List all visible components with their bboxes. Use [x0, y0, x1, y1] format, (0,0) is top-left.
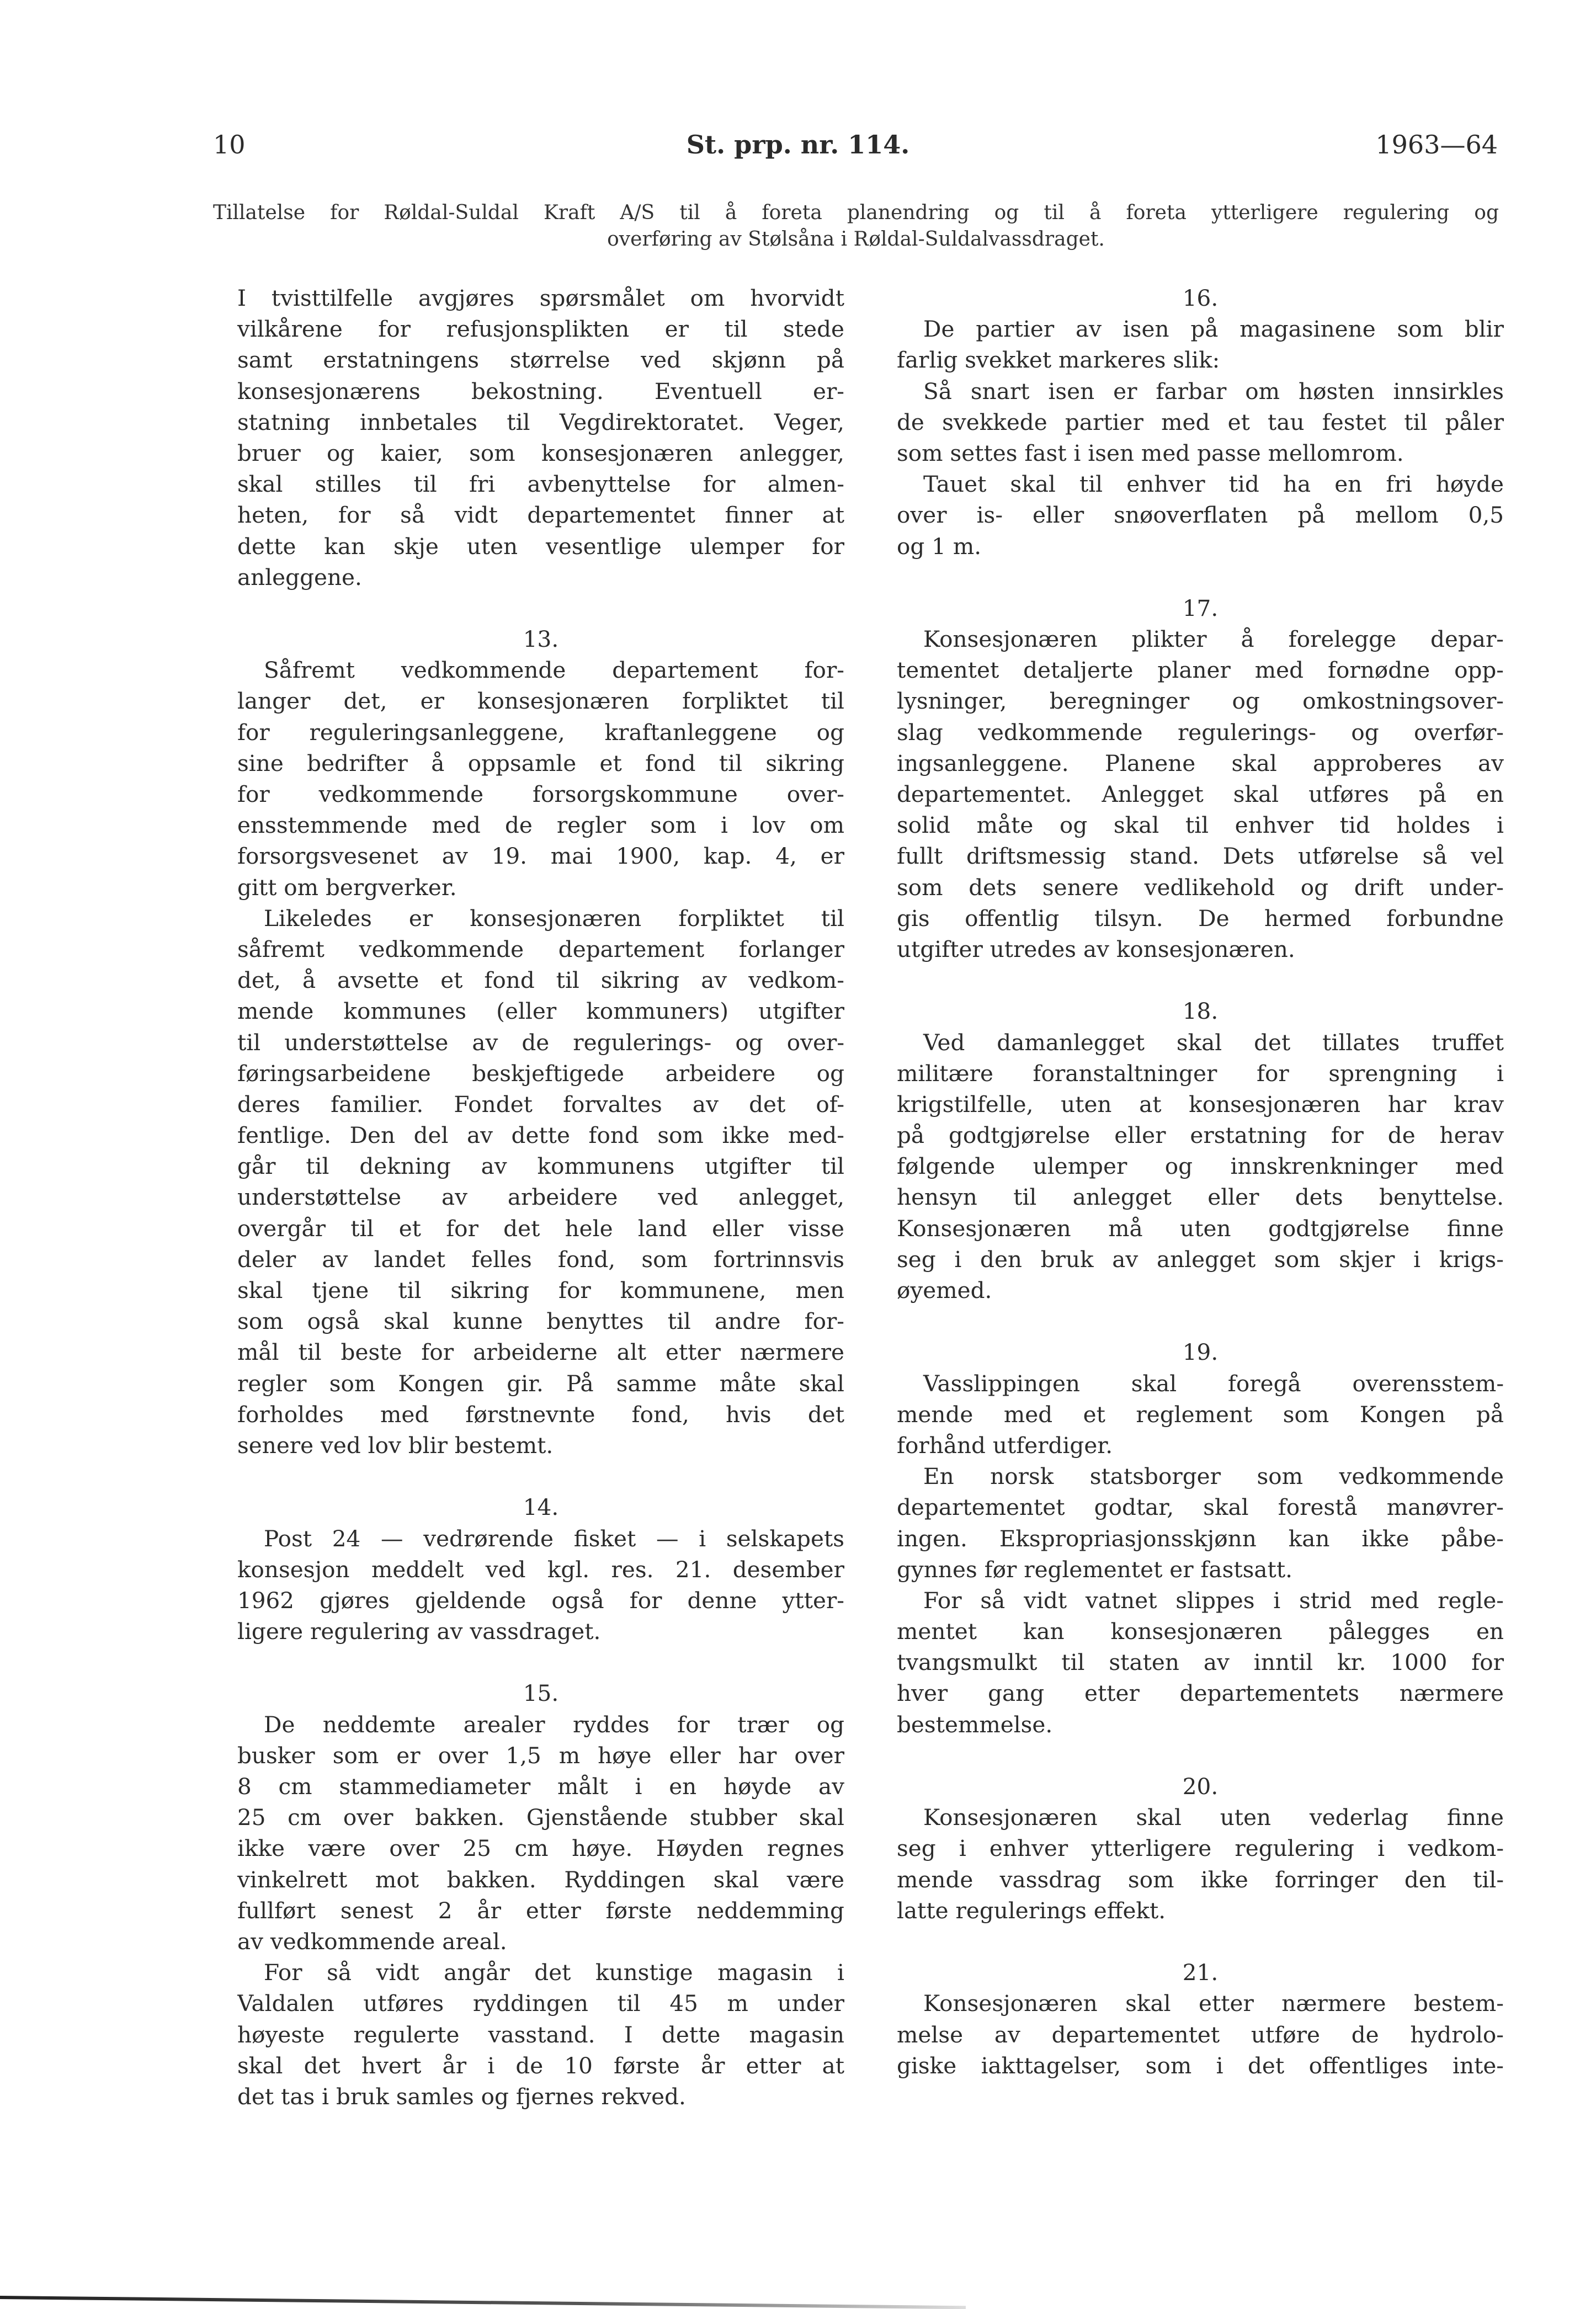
- text-line: og 1 m.: [897, 533, 982, 560]
- text-line: Vasslippingen skal foregå overensstem-: [923, 1370, 1504, 1397]
- text-line: på godtgjørelse eller erstatning for de herav: [897, 1122, 1504, 1149]
- text-line: vilkårene for refusjonsplikten er til stede: [237, 316, 844, 343]
- text-line: bruer og kaier, som konsesjonæren anlegger,: [237, 439, 844, 466]
- section-gap: [897, 965, 1504, 996]
- text-line: deler av landet felles fond, som fortrinnsvis: [237, 1246, 844, 1273]
- text-line: Konsesjonæren plikter å forelegge depar-: [923, 626, 1504, 653]
- text-line: For så vidt angår det kunstige magasin i: [264, 1959, 844, 1986]
- text-line: Ved damanlegget skal det tillates truffet: [923, 1029, 1504, 1056]
- session-years: 1963—64: [1375, 130, 1498, 159]
- text-line: ensstemmende med de regler som i lov om: [237, 812, 844, 839]
- text-line: de svekkede partier med et tau festet til påler: [897, 408, 1504, 435]
- text-line: understøttelse av arbeidere ved anlegget,: [237, 1184, 844, 1211]
- text-line: Likeledes er konsesjonæren forpliktet til: [264, 905, 844, 932]
- text-line: seg i den bruk av anlegget som skjer i krigs-: [897, 1246, 1504, 1273]
- section-number: 20.: [1182, 1773, 1219, 1800]
- text-line: konsesjon meddelt ved kgl. res. 21. desember: [237, 1556, 844, 1583]
- text-line: som også skal kunne benyttes til andre for-: [237, 1308, 844, 1335]
- section-gap: [897, 1306, 1504, 1337]
- section-number: 21.: [1182, 1959, 1219, 1986]
- text-line: For så vidt vatnet slippes i strid med regle-: [923, 1587, 1504, 1614]
- text-line: farlig svekket markeres slik:: [897, 347, 1220, 374]
- text-line: tvangsmulkt til staten av inntil kr. 1000 for: [897, 1649, 1504, 1676]
- section-number: 17.: [1182, 594, 1219, 621]
- text-line: ingsanleggene. Planene skal approberes av: [897, 749, 1504, 776]
- text-line: anleggene.: [237, 563, 362, 590]
- section-number: 16.: [1182, 285, 1219, 311]
- text-line: hensyn til anlegget eller dets benyttelse.: [897, 1184, 1504, 1211]
- text-line: slag vedkommende regulerings- og overfør-: [897, 719, 1504, 746]
- text-line: ikke være over 25 cm høye. Høyden regnes: [237, 1835, 844, 1862]
- text-line: 8 cm stammediameter målt i en høyde av: [237, 1773, 844, 1800]
- section-gap: [237, 1461, 844, 1492]
- text-line: Konsesjonæren skal uten vederlag finne: [923, 1804, 1504, 1831]
- text-line: giske iakttagelser, som i det offentliges inte-: [897, 2052, 1504, 2079]
- text-line: deres familier. Fondet forvaltes av det of-: [237, 1090, 844, 1118]
- text-line: departementet godtar, skal forestå manøvrer-: [897, 1494, 1504, 1521]
- text-line: melse av departementet utføre de hydrolo-: [897, 2021, 1504, 2048]
- text-line: senere ved lov blir bestemt.: [237, 1432, 554, 1459]
- text-line: såfremt vedkommende departement forlanger: [237, 935, 844, 962]
- text-line: departementet. Anlegget skal utføres på en: [897, 781, 1504, 807]
- text-line: sine bedrifter å oppsamle et fond til sikring: [237, 749, 844, 776]
- text-line: mentet kan konsesjonæren pålegges en: [897, 1618, 1504, 1645]
- text-line: heten, for så vidt departementet finner at: [237, 502, 844, 529]
- text-line: skal stilles til fri avbenyttelse for almen-: [237, 471, 844, 498]
- text-line: til understøttelse av de regulerings- og over-: [237, 1029, 844, 1056]
- text-line: gis offentlig tilsyn. De hermed forbundne: [897, 905, 1504, 932]
- text-line: Så snart isen er farbar om høsten innsirkles: [923, 377, 1504, 405]
- left-column: [237, 283, 844, 2112]
- text-line: utgifter utredes av konsesjonæren.: [897, 935, 1295, 962]
- text-line: krigstilfelle, uten at konsesjonæren har krav: [897, 1090, 1504, 1118]
- text-line: som dets senere vedlikehold og drift under-: [897, 874, 1504, 901]
- text-line: lysninger, beregninger og omkostningsover-: [897, 688, 1504, 715]
- text-line: busker som er over 1,5 m høye eller har over: [237, 1742, 844, 1769]
- text-line: langer det, er konsesjonæren forpliktet til: [237, 688, 844, 715]
- text-line: forhånd utferdiger.: [897, 1432, 1113, 1459]
- section-gap: [237, 1647, 844, 1678]
- text-line: seg i enhver ytterligere regulering i vedkom-: [897, 1835, 1504, 1862]
- text-line: De neddemte arealer ryddes for trær og: [264, 1711, 844, 1738]
- text-line: tementet detaljerte planer med fornødne opp-: [897, 657, 1504, 684]
- text-line: De partier av isen på magasinene som blir: [923, 316, 1504, 343]
- text-line: det, å avsette et fond til sikring av vedkom-: [237, 967, 844, 994]
- text-line: militære foranstaltninger for sprengning i: [897, 1060, 1504, 1087]
- text-line: skal det hvert år i de 10 første år etter at: [237, 2052, 844, 2079]
- text-line: regler som Kongen gir. På samme måte skal: [237, 1370, 844, 1397]
- right-column: [897, 283, 1504, 2081]
- text-line: føringsarbeidene beskjeftigede arbeidere og: [237, 1060, 844, 1087]
- text-line: følgende ulemper og innskrenkninger med: [897, 1153, 1504, 1180]
- text-line: vinkelrett mot bakken. Ryddingen skal være: [237, 1866, 844, 1893]
- section-gap: [897, 1740, 1504, 1771]
- text-line: øyemed.: [897, 1277, 992, 1304]
- text-line: mende med et reglement som Kongen på: [897, 1401, 1504, 1428]
- text-line: av vedkommende areal.: [237, 1928, 507, 1955]
- text-line: ligere regulering av vassdraget.: [237, 1618, 601, 1645]
- scan-edge-line: [0, 2296, 966, 2309]
- text-line: bestemmelse.: [897, 1711, 1053, 1738]
- text-line: 25 cm over bakken. Gjenstående stubber skal: [237, 1804, 844, 1831]
- text-line: ingen. Ekspropriasjonsskjønn kan ikke påbe-: [897, 1525, 1504, 1552]
- text-line: for vedkommende forsorgskommune over-: [237, 781, 844, 807]
- text-line: over is- eller snøoverflaten på mellom 0,5: [897, 502, 1504, 529]
- text-line: fullført senest 2 år etter første neddemming: [237, 1897, 844, 1924]
- section-number: 13.: [523, 626, 559, 653]
- text-line: statning innbetales til Vegdirektoratet. Veger,: [237, 408, 844, 435]
- text-line: I tvisttilfelle avgjøres spørsmålet om hvorvidt: [237, 285, 844, 311]
- text-line: som settes fast i isen med passe mellomrom.: [897, 439, 1404, 466]
- text-line: mende vassdrag som ikke forringer den til-: [897, 1866, 1504, 1893]
- text-line: gynnes før reglementet er fastsatt.: [897, 1556, 1292, 1583]
- text-line: forholdes med førstnevnte fond, hvis det: [237, 1401, 844, 1428]
- text-line: solid måte og skal til enhver tid holdes i: [897, 812, 1504, 839]
- text-line: forsorgsvesenet av 19. mai 1900, kap. 4, er: [237, 843, 844, 870]
- section-number: 14.: [523, 1494, 559, 1521]
- document-title: St. prp. nr. 114.: [686, 130, 910, 159]
- text-line: går til dekning av kommunens utgifter til: [237, 1153, 844, 1180]
- section-gap: [897, 562, 1504, 593]
- page-number: 10: [213, 130, 246, 159]
- text-line: En norsk statsborger som vedkommende: [923, 1463, 1504, 1490]
- text-line: fullt driftsmessig stand. Dets utførelse så vel: [897, 843, 1504, 870]
- subtitle-line-2: overføring av Stølsåna i Røldal-Suldalvassdraget.: [607, 228, 1105, 251]
- text-line: mende kommunes (eller kommuners) utgifter: [237, 998, 844, 1025]
- text-line: fentlige. Den del av dette fond som ikke med-: [237, 1122, 844, 1149]
- text-line: gitt om bergverker.: [237, 874, 457, 901]
- text-line: Post 24 — vedrørende fisket — i selskapets: [264, 1525, 844, 1552]
- text-line: for reguleringsanleggene, kraftanleggene og: [237, 719, 844, 746]
- section-gap: [897, 1926, 1504, 1957]
- text-line: Konsesjonæren skal etter nærmere bestem-: [923, 1990, 1504, 2017]
- running-subtitle: [213, 200, 1499, 253]
- text-line: Såfremt vedkommende departement for-: [264, 657, 844, 684]
- text-line: skal tjene til sikring for kommunene, men: [237, 1277, 844, 1304]
- section-number: 19.: [1182, 1339, 1219, 1366]
- text-line: Konsesjonæren må uten godtgjørelse finne: [897, 1215, 1504, 1242]
- text-line: 1962 gjøres gjeldende også for denne ytter-: [237, 1587, 844, 1614]
- text-line: latte regulerings effekt.: [897, 1897, 1166, 1924]
- text-line: overgår til et for det hele land eller visse: [237, 1215, 844, 1242]
- section-number: 18.: [1182, 998, 1219, 1025]
- subtitle-line-1: Tillatelse for Røldal-Suldal Kraft A/S til å foreta planendring og til å foreta ytterligere regulering og: [213, 201, 1499, 224]
- text-line: Tauet skal til enhver tid ha en fri høyde: [923, 471, 1504, 498]
- text-line: mål til beste for arbeiderne alt etter nærmere: [237, 1339, 844, 1366]
- text-line: Valdalen utføres ryddingen til 45 m under: [237, 1990, 844, 2017]
- text-line: høyeste regulerte vasstand. I dette magasin: [237, 2021, 844, 2048]
- section-gap: [237, 593, 844, 624]
- section-number: 15.: [523, 1680, 559, 1707]
- text-line: hver gang etter departementets nærmere: [897, 1680, 1504, 1707]
- text-line: konsesjonærens bekostning. Eventuell er-: [237, 377, 844, 405]
- text-line: det tas i bruk samles og fjernes rekved.: [237, 2083, 686, 2110]
- text-line: dette kan skje uten vesentlige ulemper for: [237, 533, 844, 560]
- text-line: samt erstatningens størrelse ved skjønn på: [237, 347, 844, 374]
